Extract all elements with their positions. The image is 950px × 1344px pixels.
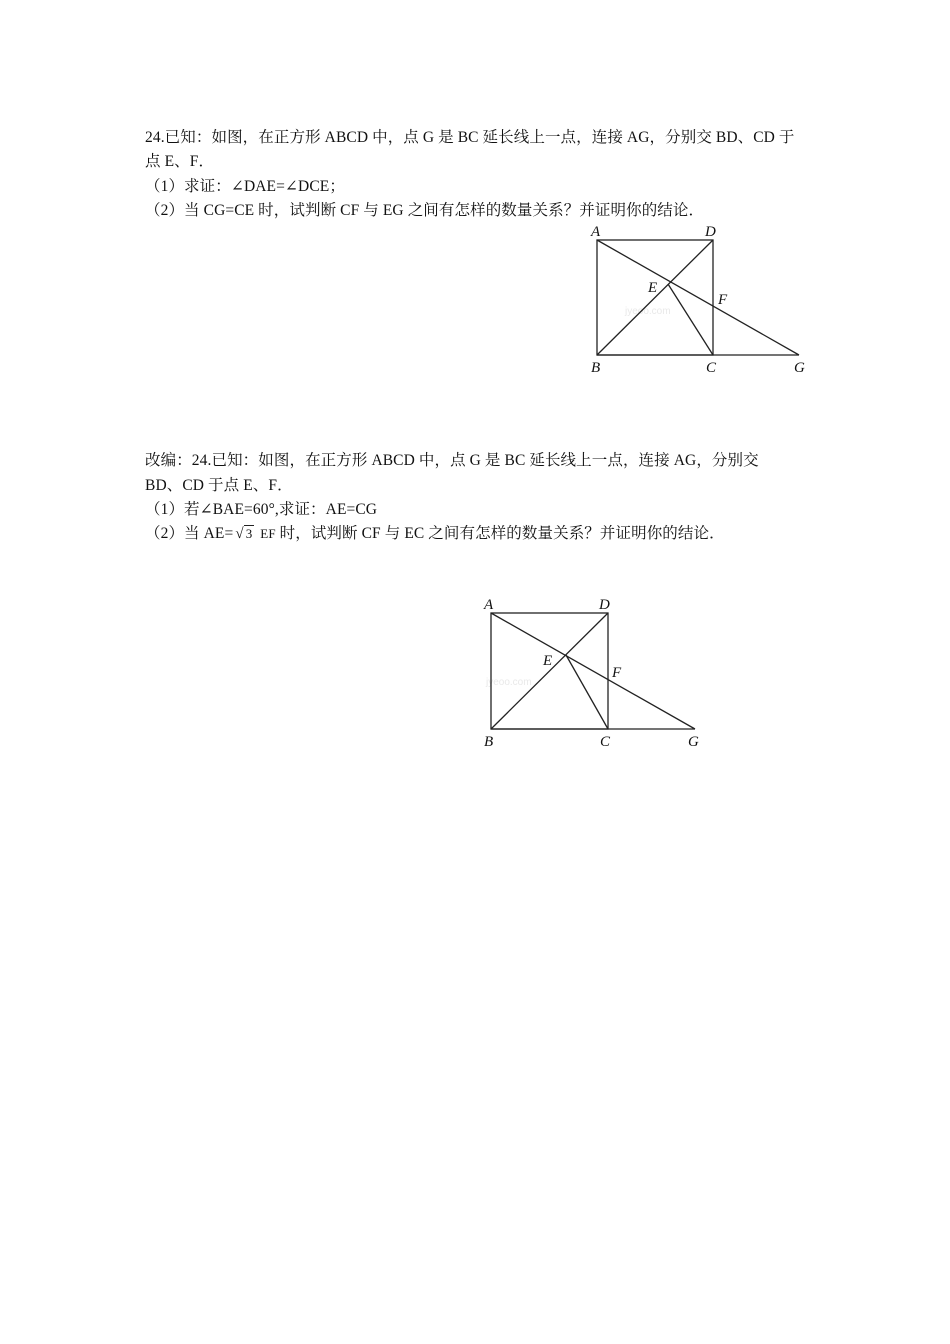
label-f: F [612, 665, 622, 681]
line-ag [491, 613, 695, 729]
label-a: A [591, 224, 601, 240]
diagonal-bd [491, 613, 608, 729]
label-g: G [688, 734, 699, 750]
watermark: jyeoo.com [625, 306, 671, 317]
label-a: A [484, 597, 494, 613]
label-c: C [600, 734, 611, 750]
diagonal-bd [597, 240, 713, 355]
label-b: B [591, 360, 601, 376]
segment-ec [668, 284, 713, 355]
label-f: F [718, 292, 728, 308]
part2-ef: EF [260, 526, 276, 541]
problem2-part1: （1）若∠BAE=60°,求证：AE=CG [145, 501, 378, 518]
problem1-part1: （1）求证：∠DAE=∠DCE； [145, 178, 345, 195]
sqrt-radicand: 3 [245, 526, 253, 541]
label-d: D [705, 224, 716, 240]
label-e: E [648, 280, 658, 296]
problem2-part2 [145, 524, 725, 544]
part2-suffix: 时，试判断 CF 与 EC 之间有怎样的数量关系？并证明你的结论． [275, 525, 725, 542]
problem1-line1: 24.已知：如图，在正方形 ABCD 中，点 G 是 BC 延长线上一点，连接 AG，分别交 BD、CD 于 [145, 129, 795, 146]
part2-prefix: （2）当 AE= [145, 525, 234, 542]
radical-sign-icon: √ [235, 526, 244, 542]
problem2-line2: BD、CD 于点 E、F． [145, 477, 293, 494]
problem1-part2: （2）当 CG=CE 时，试判断 CF 与 EG 之间有怎样的数量关系？并证明你的结论． [145, 202, 705, 219]
problem1-line2: 点 E、F． [145, 153, 215, 170]
label-d: D [599, 597, 610, 613]
segment-ec [566, 655, 608, 729]
sqrt-expression [235, 524, 254, 544]
line-ag [597, 240, 799, 355]
watermark: jyeoo.com [486, 677, 532, 688]
label-g: G [794, 360, 805, 376]
label-b: B [484, 734, 494, 750]
problem1-figure [585, 222, 815, 382]
label-c: C [706, 360, 717, 376]
problem2-figure [480, 596, 710, 756]
label-e: E [543, 653, 553, 669]
problem2-line1: 改编：24.已知：如图，在正方形 ABCD 中，点 G 是 BC 延长线上一点，连接 AG，分别交 [145, 452, 759, 469]
